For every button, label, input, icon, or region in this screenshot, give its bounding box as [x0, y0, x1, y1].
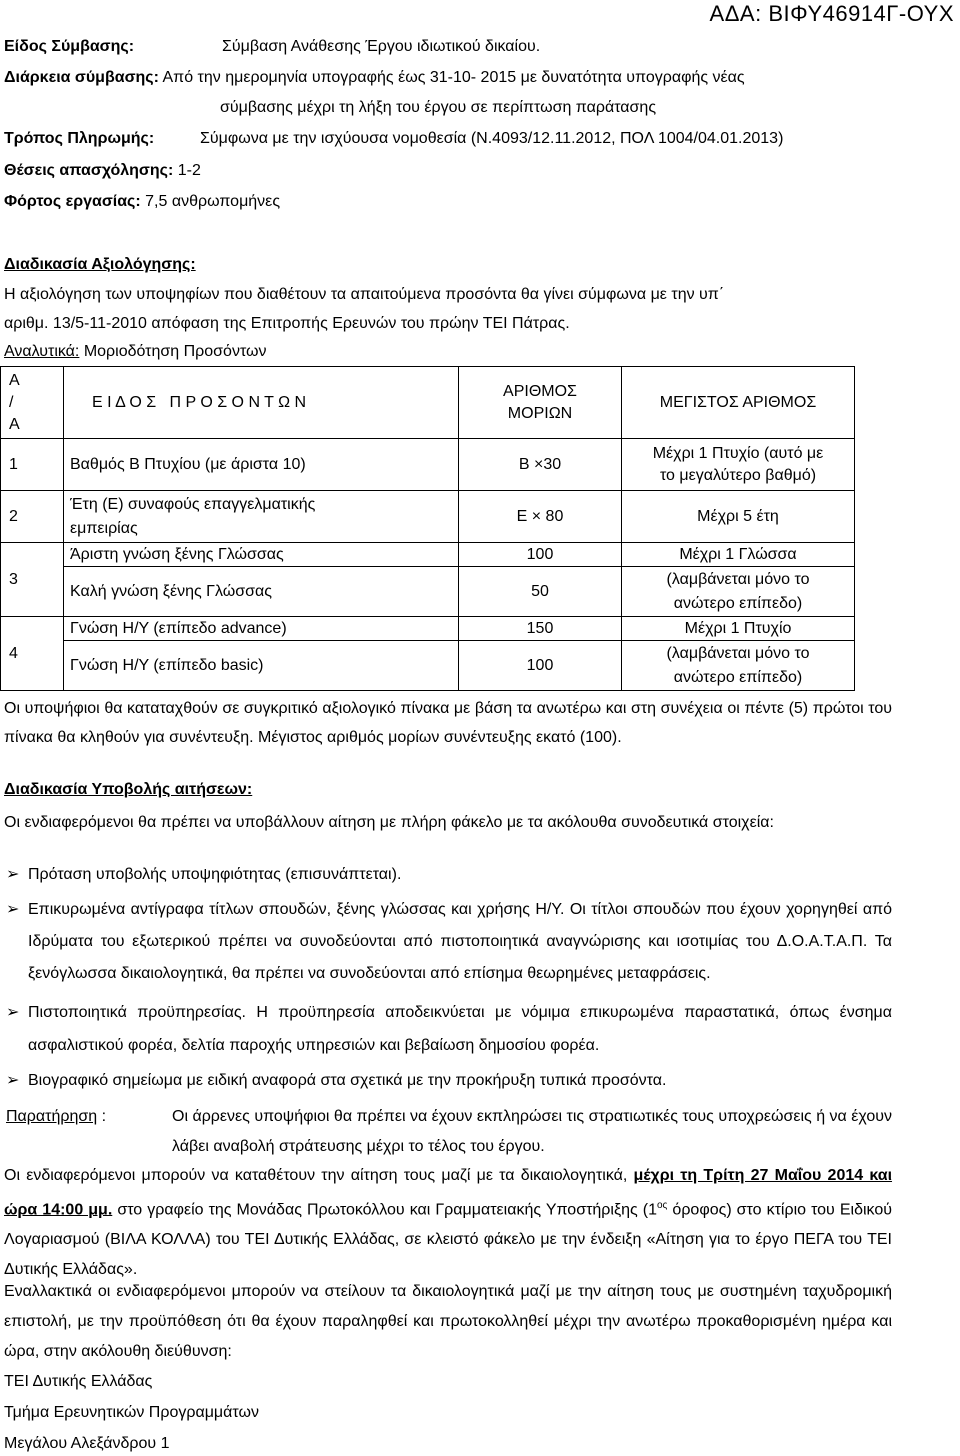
table-row	[1, 641, 855, 691]
note-label: Παρατήρηση	[6, 1108, 98, 1125]
row-kind-1: Έτη (Ε) συναφούς επαγγελματικής	[70, 495, 316, 513]
row-max	[622, 439, 855, 491]
arrow-bullet-icon: ➢	[6, 1072, 20, 1089]
deadline-pre: Οι ενδιαφερόμενοι μπορούν να καταθέτουν την αίτηση τους μαζί με τα δικαιολογητικά,	[4, 1167, 634, 1184]
contract-duration-label: Διάρκεια σύμβασης:	[4, 69, 159, 86]
row-points: Ε × 80	[459, 491, 622, 543]
table-row	[1, 617, 855, 641]
row-kind: Καλή γνώση ξένης Γλώσσας	[64, 567, 459, 617]
alternative-text: Εναλλακτικά οι ενδιαφερόμενοι μπορούν να στείλουν τα δικαιολογητικά μαζί με την αίτηση τους με συστημένη ταχυδρομική επιστολή, με την προϋπόθεση ότι θα έχουν παραληφθεί και πρωτοκολληθεί μέχρι την ανωτέρω προκαθορισμένη ημέρα και ώρα, στην ακόλουθη διεύθυνση:	[4, 1283, 892, 1360]
contract-type-value: Σύμβαση Ανάθεσης Έργου ιδιωτικού δικαίου.	[222, 38, 541, 55]
deadline-post-1: στο γραφείο της Μονάδας Πρωτοκόλλου και Γραμματειακής Υποστήριξης (1	[112, 1201, 657, 1219]
document-list	[4, 862, 892, 1100]
deadline-text	[4, 1161, 892, 1285]
row-max: Μέχρι 1 Γλώσσα	[622, 543, 855, 567]
row-kind-2: εμπειρίας	[70, 519, 138, 537]
positions-label: Θέσεις απασχόλησης:	[4, 162, 174, 179]
row-max-1: (λαμβάνεται μόνο το	[666, 644, 810, 662]
row-aa: 4	[1, 617, 64, 691]
header-aa-1: Α	[9, 371, 20, 389]
row-max: Μέχρι 1 Πτυχίο	[622, 617, 855, 641]
contract-duration-row	[4, 68, 745, 88]
row-kind	[64, 491, 459, 543]
row-max-2: ανώτερο επίπεδο)	[673, 594, 803, 612]
arrow-bullet-icon: ➢	[6, 866, 20, 883]
list-item-text: Επικυρωμένα αντίγραφα τίτλων σπουδών, ξένης γλώσσας και χρήσης Η/Υ. Οι τίτλοι σπουδών που έχουν χορηγηθεί από Ιδρύματα του εξωτερικού πρέπει να συνοδεύονται από πιστοποιητικά αναγνώρισης και ισοτιμίας του Δ.Ο.Α.Τ.Α.Π. Τα ξενόγλωσσα δικαιολογητικά, θα πρέπει να συνοδεύονται από επίσημα θεωρημένες μεταφράσεις.	[28, 901, 892, 982]
table-row	[1, 567, 855, 617]
row-aa: 1	[1, 439, 64, 491]
evaluation-detail-value: Μοριοδότηση Προσόντων	[79, 343, 267, 360]
deadline-post-2: όροφος) στο κτίριο του Ειδικού Λογαριασμού (ΒΙΛΑ ΚΟΛΛΑ) του ΤΕΙ Δυτικής Ελλάδας, σε κλειστό φάκελο με την ένδειξη «Αίτηση για το έργο ΠΕΓΑ του ΤΕΙ Δυτικής Ελλάδας».	[4, 1201, 892, 1279]
list-item-text: Βιογραφικό σημείωμα με ειδική αναφορά στα σχετικά με την προκήρυξη τυπικά προσόντα.	[28, 1072, 667, 1089]
header-aa-3: Α	[9, 415, 20, 433]
positions-value: 1-2	[173, 162, 201, 179]
header-aa-2: /	[9, 393, 14, 411]
evaluation-text-2: αριθμ. 13/5-11-2010 απόφαση της Επιτροπής Ερευνών του πρώην ΤΕΙ Πάτρας.	[4, 315, 570, 332]
arrow-bullet-icon: ➢	[6, 901, 20, 918]
row-max	[622, 641, 855, 691]
list-item	[4, 996, 892, 1062]
arrow-bullet-icon: ➢	[6, 1004, 20, 1021]
row-points: Β ×30	[459, 439, 622, 491]
address-line-3: Μεγάλου Αλεξάνδρου 1	[4, 1435, 170, 1452]
evaluation-detail	[4, 342, 267, 362]
row-points: 150	[459, 617, 622, 641]
contract-duration-cont: σύμβασης μέχρι τη λήξη του έργου σε περίπτωση παράτασης	[220, 99, 657, 116]
row-max-1: (λαμβάνεται μόνο το	[666, 570, 810, 588]
positions-row	[4, 161, 201, 181]
payment-label: Τρόπος Πληρωμής:	[4, 130, 155, 147]
note-label-wrap	[6, 1102, 106, 1132]
workload-label: Φόρτος εργασίας:	[4, 193, 141, 210]
row-max-1: Μέχρι 1 Πτυχίο (αυτό με	[652, 444, 824, 462]
header-points	[459, 367, 622, 439]
row-aa: 2	[1, 491, 64, 543]
row-max: Μέχρι 5 έτη	[622, 491, 855, 543]
row-points: 100	[459, 641, 622, 691]
table-row	[1, 491, 855, 543]
row-max	[622, 567, 855, 617]
note-colon: :	[97, 1108, 107, 1125]
list-item	[4, 862, 892, 888]
submission-heading: Διαδικασία Υποβολής αιτήσεων:	[4, 781, 253, 798]
scoring-table	[0, 366, 855, 691]
header-kind: Ε Ι Δ Ο Σ Π Ρ Ο Σ Ο Ν Τ Ω Ν	[64, 367, 459, 439]
row-points: 100	[459, 543, 622, 567]
list-item	[4, 1068, 892, 1094]
list-item	[4, 894, 892, 990]
table-row	[1, 543, 855, 567]
list-item-text: Πρόταση υποβολής υποψηφιότητας (επισυνάπτεται).	[28, 866, 402, 883]
header-points-1: ΑΡΙΘΜΟΣ	[503, 382, 577, 400]
row-aa: 3	[1, 543, 64, 617]
row-kind: Βαθμός Β Πτυχίου (με άριστα 10)	[64, 439, 459, 491]
workload-value: 7,5 ανθρωπομήνες	[140, 193, 281, 210]
contract-type-row	[4, 37, 541, 57]
evaluation-text-1: Η αξιολόγηση των υποψηφίων που διαθέτουν τα απαιτούμενα προσόντα θα γίνει σύμφωνα με την υπ΄	[4, 286, 725, 303]
ada-code: ΑΔΑ: ΒΙΦΥ46914Γ-ΟΥΧ	[709, 1, 954, 26]
row-max-2: το μεγαλύτερο βαθμό)	[659, 466, 817, 484]
row-max-2: ανώτερο επίπεδο)	[673, 668, 803, 686]
contract-duration-value: Από την ημερομηνία υπογραφής έως 31-10- 2015 με δυνατότητα υπογραφής νέας	[162, 69, 745, 86]
evaluation-heading: Διαδικασία Αξιολόγησης:	[4, 256, 196, 273]
header-points-2: ΜΟΡΙΩΝ	[507, 404, 573, 422]
table-header-row	[1, 367, 855, 439]
row-kind: Γνώση Η/Υ (επίπεδο basic)	[64, 641, 459, 691]
address-line-2: Τμήμα Ερευνητικών Προγραμμάτων	[4, 1404, 259, 1421]
address-line-1: ΤΕΙ Δυτικής Ελλάδας	[4, 1373, 153, 1390]
row-kind: Γνώση Η/Υ (επίπεδο advance)	[64, 617, 459, 641]
contract-type-label: Είδος Σύμβασης:	[4, 38, 135, 55]
deadline-sup: ος	[657, 1200, 668, 1211]
header-max: ΜΕΓΙΣΤΟΣ ΑΡΙΘΜΟΣ	[622, 367, 855, 439]
workload-row	[4, 192, 280, 212]
payment-row	[4, 129, 784, 149]
deadline-date: μέχρι τη Τρίτη 27 Μαΐου 2014 και ώρα 14:00 μμ.	[4, 1167, 893, 1219]
evaluation-detail-label: Αναλυτικά:	[4, 343, 80, 360]
submission-intro: Οι ενδιαφερόμενοι θα πρέπει να υποβάλλουν αίτηση με πλήρη φάκελο με τα ακόλουθα συνοδευτικά στοιχεία:	[4, 814, 774, 831]
payment-value: Σύμφωνα με την ισχύουσα νομοθεσία (Ν.4093/12.11.2012, ΠΟΛ 1004/04.01.2013)	[200, 130, 784, 147]
ranking-text: Οι υποψήφιοι θα καταταχθούν σε συγκριτικό αξιολογικό πίνακα με βάση τα ανωτέρω και στη συνέχεια οι πέντε (5) πρώτοι του πίνακα θα κληθούν για συνέντευξη. Μέγιστος αριθμός μορίων συνέντευξης εκατό (100).	[4, 700, 892, 746]
table-row	[1, 439, 855, 491]
row-kind: Άριστη γνώση ξένης Γλώσσας	[64, 543, 459, 567]
row-points: 50	[459, 567, 622, 617]
list-item-text: Πιστοποιητικά προϋπηρεσίας. Η προϋπηρεσία αποδεικνύεται με νόμιμα επικυρωμένα παραστατικά, όπως ένσημα ασφαλιστικού φορέα, δελτία παροχής υπηρεσιών και βεβαίωση δημοσίου φορέα.	[28, 1004, 892, 1054]
note-text: Οι άρρενες υποψήφιοι θα πρέπει να έχουν εκπληρώσει τις στρατιωτικές τους υποχρεώσεις ή να έχουν λάβει αναβολή στράτευσης μέχρι το τέλος του έργου.	[172, 1108, 892, 1155]
header-aa	[1, 367, 64, 439]
